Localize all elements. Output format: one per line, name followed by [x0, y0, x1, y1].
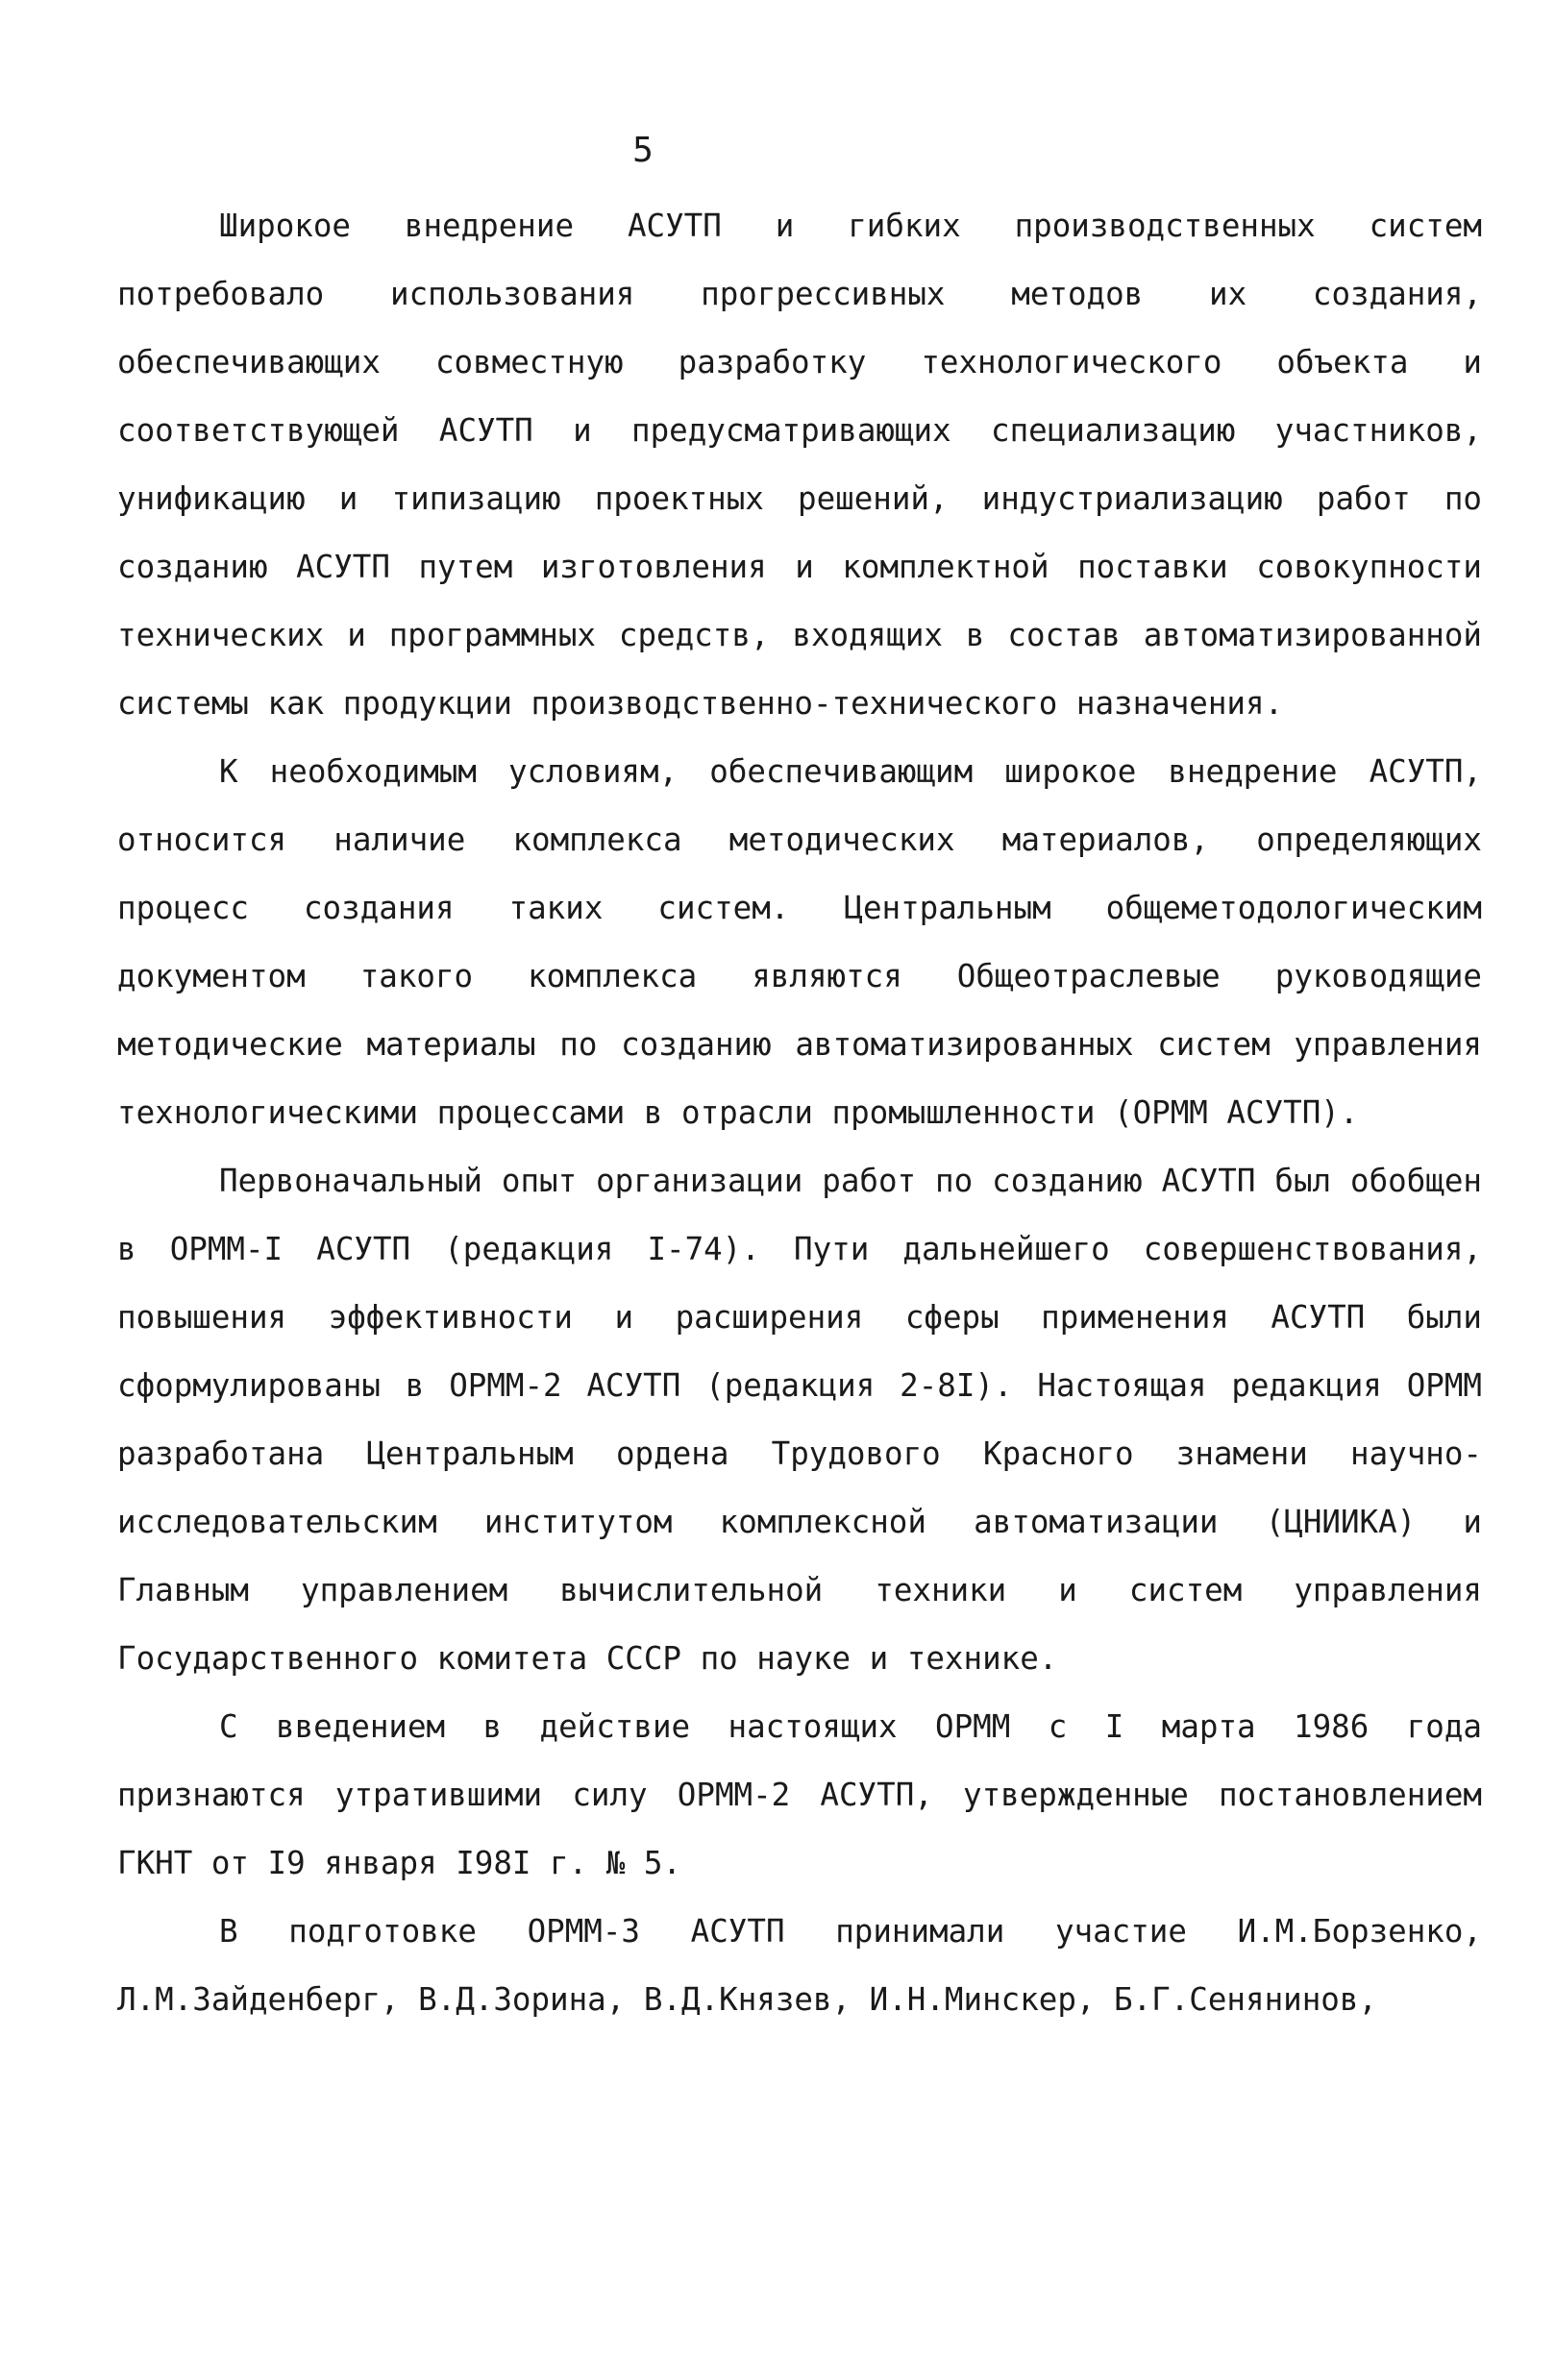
page-number: 5 [632, 131, 654, 170]
document-body [117, 192, 1482, 2034]
paragraph-methodical-materials: К необходимым условиям, обеспечивающим широкое внедрение АСУТП, относится наличие комплекса методических материалов, определяющих процесс создания таких систем. Центральным общеметодологическим документом такого комплекса являются Общеотраслевые руководящие методические материалы по созданию автоматизированных систем управления технологическими процессами в отрасли промышленности (ОРММ АСУТП). [117, 753, 1482, 1131]
paragraph-edition-history: Первоначальный опыт организации работ по созданию АСУТП был обобщен в ОРММ-I АСУТП (редакция I-74). Пути дальнейшего совершенствования, повышения эффективности и расширения сферы применения АСУТП были сформулированы в ОРММ-2 АСУТП (редакция 2-8I). Настоящая редакция ОРММ разработана Центральным ордена Трудового Красного знамени научно-исследовательским институтом комплексной автоматизации (ЦНИИКА) и Главным управлением вычислительной техники и систем управления Государственного комитета СССР по науке и технике. [117, 1163, 1482, 1677]
paragraph-intro-asutp: Широкое внедрение АСУТП и гибких производственных систем потребовало использования прогрессивных методов их создания, обеспечивающих совместную разработку технологического объекта и соответствующей АСУТП и предусматривающих специализацию участников, унификацию и типизацию проектных решений, индустриализацию работ по созданию АСУТП путем изготовления и комплектной поставки совокупности технических и программных средств, входящих в состав автоматизированной системы как продукции производственно-технического назначения. [117, 208, 1482, 722]
paragraph-effective-date: С введением в действие настоящих ОРММ с I марта 1986 года признаются утратившими силу ОРММ-2 АСУТП, утвержденные постановлением ГКНТ от I9 января I98I г. № 5. [117, 1708, 1482, 1881]
paragraph-contributors: В подготовке ОРММ-3 АСУТП принимали участие И.М.Борзенко, Л.М.Зайденберг, В.Д.Зорина, В.Д.Князев, И.Н.Минскер, Б.Г.Сенянинов, [117, 1913, 1482, 2018]
